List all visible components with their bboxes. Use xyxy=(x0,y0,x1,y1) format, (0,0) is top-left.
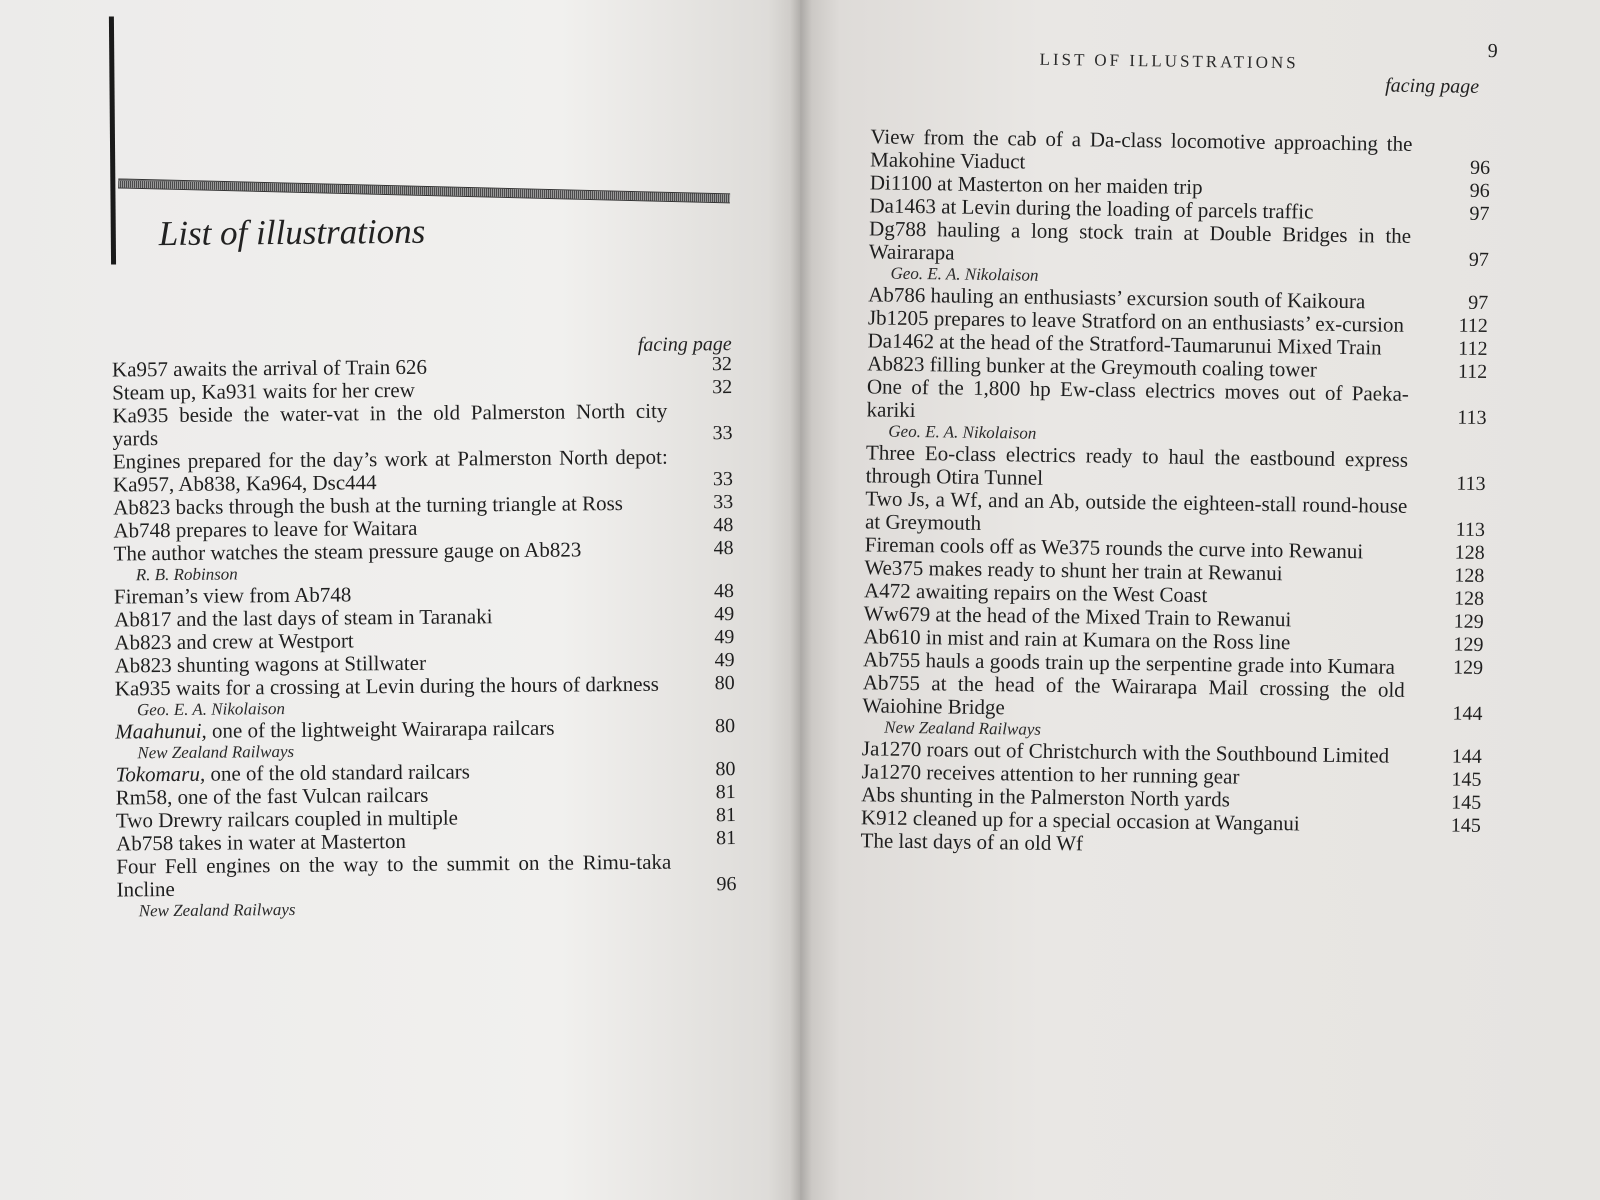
entry-title: Ww679 at the head of the Mixed Train to Rewanui xyxy=(863,601,1292,632)
illustration-entry xyxy=(113,445,733,496)
entry-title: K912 cleaned up for a special occasion at Wanganui xyxy=(860,805,1300,836)
facing-page-number: 96 xyxy=(716,873,737,896)
entry-title: Two Drewry railcars coupled in multiple xyxy=(115,805,459,833)
photo-credit: R. B. Robinson xyxy=(135,564,238,585)
photo-credit: Geo. E. A. Nikolaison xyxy=(136,699,285,720)
illustration-entry xyxy=(868,217,1489,292)
facing-page-number: 48 xyxy=(713,514,734,537)
facing-page-number: 128 xyxy=(1454,564,1485,587)
entry-title: Ab755 at the head of the Wairarapa Mail crossing the old Waiohine Bridge xyxy=(862,670,1405,720)
railcar-name: Maahunui, xyxy=(115,718,207,744)
entry-title: Ka935 beside the water-vat in the old Palmerston North city yards xyxy=(112,398,668,451)
entry-title: Abs shunting in the Palmerston North yards xyxy=(861,782,1231,812)
entry-title: Ab823 shunting wagons at Stillwater xyxy=(114,650,427,678)
photo-credit: New Zealand Railways xyxy=(138,899,296,921)
facing-page-number: 129 xyxy=(1453,633,1484,656)
entry-title: Ab786 hauling an enthusiasts’ excursion south of Kaikoura xyxy=(868,282,1366,314)
entry-title: Engines prepared for the day’s work at Palmerston North depot: Ka957, Ab838, Ka964, Dsc444 xyxy=(112,444,668,497)
facing-page-label: facing page xyxy=(637,333,732,356)
entry-title: Steam up, Ka931 waits for her crew xyxy=(112,377,415,405)
entry-title: Ja1270 receives attention to her running gear xyxy=(861,759,1240,789)
entry-title: Di1100 at Masterton on her maiden trip xyxy=(869,170,1203,199)
entry-title: Ab817 and the last days of steam in Taranaki xyxy=(114,604,493,632)
entry-title: Ja1270 roars out of Christchurch with the Southbound Limited xyxy=(861,736,1390,768)
illustration-entry xyxy=(113,537,733,585)
facing-page-number: 129 xyxy=(1452,656,1484,679)
facing-page-number: 97 xyxy=(1468,291,1489,314)
entry-title: Jb1205 prepares to leave Stratford on an enthusiasts’ ex-cursion xyxy=(867,305,1405,337)
facing-page-number: 49 xyxy=(714,603,735,626)
entry-title: We375 makes ready to shunt her train at Rewanui xyxy=(864,555,1283,586)
entry-title-text: one of the old standard railcars xyxy=(205,759,471,786)
facing-page-number: 49 xyxy=(714,649,735,672)
running-head: LIST OF ILLUSTRATIONS xyxy=(1039,49,1299,73)
facing-page-number: 81 xyxy=(715,781,736,804)
entry-title: Ab823 backs through the bush at the turning triangle at Ross xyxy=(113,491,624,520)
facing-page-number: 33 xyxy=(713,491,734,514)
facing-page-number: 80 xyxy=(714,672,735,695)
entry-title: Dg788 hauling a long stock train at Double Bridges in the Wairarapa xyxy=(868,216,1412,265)
entry-title: Ab748 prepares to leave for Waitara xyxy=(113,515,418,543)
facing-page-number: 32 xyxy=(711,353,733,376)
entry-title: The last days of an old Wf xyxy=(860,828,1084,856)
illustration-entry xyxy=(115,672,735,720)
entry-title: Ab823 and crew at Westport xyxy=(114,628,354,655)
facing-page-number: 80 xyxy=(715,715,736,738)
illustration-list-right xyxy=(860,125,1490,861)
page-number: 9 xyxy=(1487,39,1498,63)
photo-credit: Geo. E. A. Nikolaison xyxy=(888,421,1037,443)
facing-page-number: 48 xyxy=(713,537,734,560)
photo-credit: New Zealand Railways xyxy=(137,741,295,763)
entry-title: Da1463 at Levin during the loading of parcels traffic xyxy=(869,193,1314,224)
photo-credit: New Zealand Railways xyxy=(884,717,1042,739)
facing-page-number: 80 xyxy=(715,758,736,781)
entry-title: Ab610 in mist and rain at Kumara on the Ross line xyxy=(863,624,1291,655)
entry-title: Ka935 waits for a crossing at Levin during the hours of darkness xyxy=(114,671,659,701)
facing-page-number: 112 xyxy=(1458,337,1488,360)
entry-title: Ab758 takes in water at Masterton xyxy=(116,828,407,856)
illustration-list-left xyxy=(112,353,737,921)
entry-title: A472 awaiting repairs on the West Coast xyxy=(863,578,1208,608)
decorative-rule xyxy=(118,178,730,203)
facing-page-number: 81 xyxy=(715,804,736,827)
entry-title: View from the cab of a Da-class locomotive approaching the Makohine Viaduct xyxy=(869,124,1413,174)
facing-page-number: 49 xyxy=(714,626,735,649)
illustration-entry xyxy=(115,715,735,763)
photo-credit: Geo. E. A. Nikolaison xyxy=(890,263,1039,285)
facing-page-number: 97 xyxy=(1468,248,1489,271)
vertical-bar xyxy=(109,16,116,264)
illustration-entry xyxy=(112,399,732,450)
railcar-name: Tokomaru, xyxy=(115,761,206,787)
entry-title: Fireman’s view from Ab748 xyxy=(113,582,352,609)
facing-page-number: 128 xyxy=(1454,541,1485,564)
spine-shadow xyxy=(790,0,812,1200)
illustration-entry xyxy=(116,850,737,921)
entry-title: Rm58, one of the fast Vulcan railcars xyxy=(115,782,429,810)
facing-page-number: 145 xyxy=(1451,768,1482,791)
facing-page-number: 81 xyxy=(715,827,737,850)
facing-page-number: 96 xyxy=(1469,156,1491,180)
facing-page-number: 97 xyxy=(1469,202,1490,226)
illustration-entry xyxy=(862,671,1483,746)
facing-page-number: 144 xyxy=(1452,702,1483,725)
entry-title: Four Fell engines on the way to the summit on the Rimu-taka Incline xyxy=(116,849,672,902)
entry-title-text: one of the lightweight Wairarapa railcars xyxy=(206,715,555,743)
entry-title: Fireman cools off as We375 rounds the curve into Rewanui xyxy=(864,532,1364,564)
right-page-content xyxy=(800,0,1600,1200)
facing-page-number: 129 xyxy=(1453,610,1484,633)
facing-page-number: 113 xyxy=(1456,472,1486,495)
facing-page-number: 33 xyxy=(712,468,734,491)
facing-page-number: 96 xyxy=(1469,179,1490,203)
facing-page-number: 113 xyxy=(1455,518,1486,541)
entry-title: Two Js, a Wf, and an Ab, outside the eighteen-stall round-house at Greymouth xyxy=(864,486,1408,535)
facing-page-number: 113 xyxy=(1457,406,1487,429)
facing-page-number: 128 xyxy=(1453,587,1485,610)
facing-page-number: 33 xyxy=(712,422,733,445)
entry-title: Three Eo-class electrics ready to haul the eastbound express through Otira Tunnel xyxy=(865,440,1409,490)
entry-title: Ab755 hauls a goods train up the serpentine grade into Kumara xyxy=(862,647,1396,679)
facing-page-number: 48 xyxy=(713,580,735,603)
page-heading: List of illustrations xyxy=(158,211,426,254)
illustration-entry xyxy=(866,375,1487,450)
entry-title: Ab823 filling bunker at the Greymouth coaling tower xyxy=(867,351,1318,382)
entry-title: Da1462 at the head of the Stratford-Taumarunui Mixed Train xyxy=(867,328,1382,360)
facing-page-number: 32 xyxy=(712,376,733,399)
facing-page-number: 145 xyxy=(1450,814,1482,837)
facing-page-number: 145 xyxy=(1451,791,1482,814)
facing-page-number: 112 xyxy=(1457,360,1488,383)
entry-title: One of the 1,800 hp Ew-class electrics moves out of Paeka-kariki xyxy=(866,374,1410,423)
entry-title: The author watches the steam pressure gauge on Ab823 xyxy=(113,537,582,566)
facing-page-label: facing page xyxy=(1385,74,1480,98)
facing-page-number: 112 xyxy=(1458,314,1489,337)
entry-title: Ka957 awaits the arrival of Train 626 xyxy=(111,354,428,382)
right-page xyxy=(800,0,1600,1200)
facing-page-number: 144 xyxy=(1451,745,1482,768)
